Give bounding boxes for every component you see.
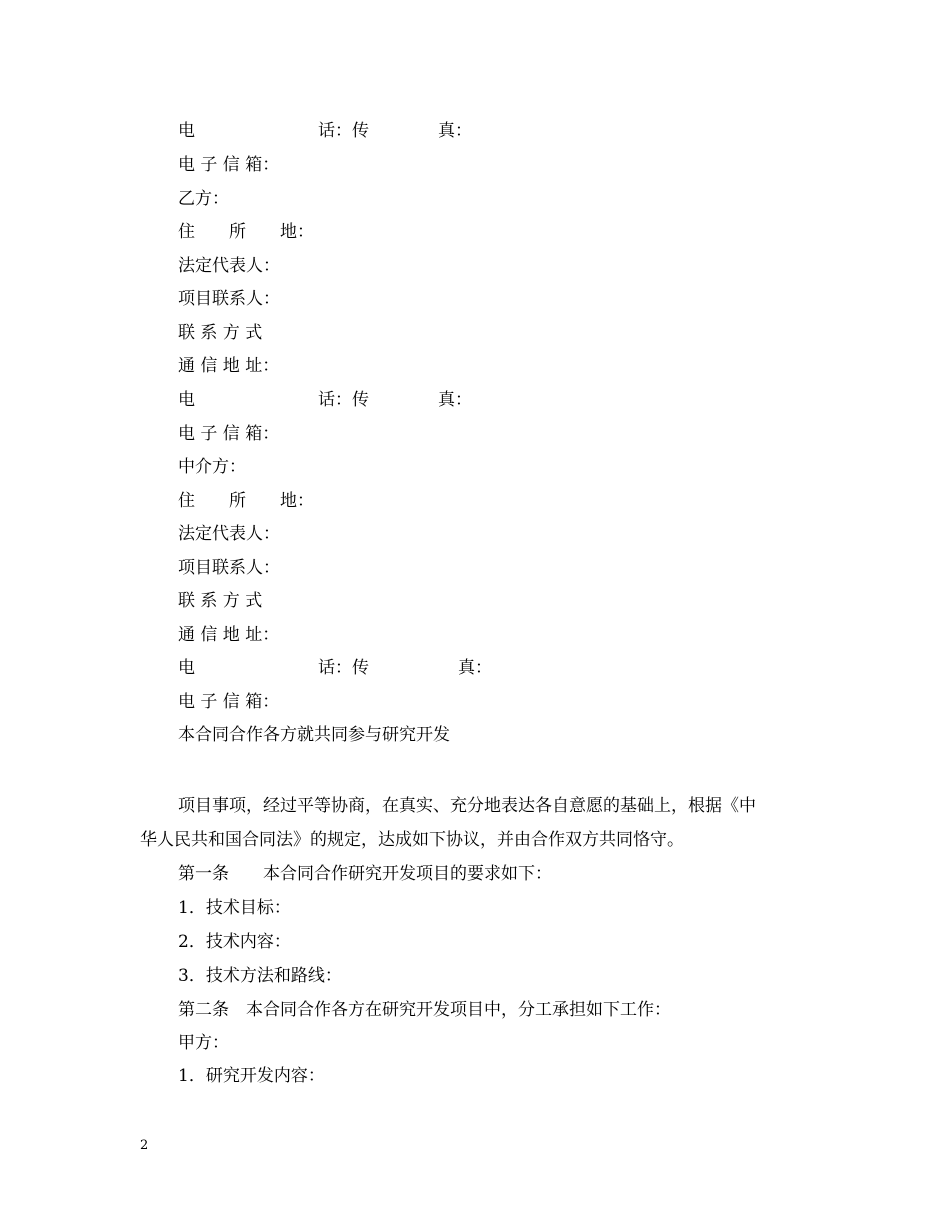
- page-number: 2: [140, 1138, 149, 1153]
- intermediary-title: 中介方：: [178, 457, 246, 477]
- party-b-contact-method: 联 系 方 式: [178, 323, 263, 343]
- fax-label: 真：: [458, 658, 492, 678]
- party-b-mail-address: 通 信 地 址：: [178, 356, 280, 376]
- fax-label: 真：: [438, 390, 472, 410]
- article-2-party-a-item-1: 1．研究开发内容：: [178, 1066, 325, 1086]
- article-1-item-3: 3．技术方法和路线：: [178, 966, 342, 986]
- intermediary-address: 住 所 地：: [178, 491, 314, 511]
- article-1-item-1: 1．技术目标：: [178, 898, 291, 918]
- paragraph-1-line-2: 华人民共和国合同法》的规定，达成如下协议，并由合作双方共同恪守。: [140, 830, 684, 850]
- tel-label-part1: 电: [178, 658, 195, 678]
- intermediary-contact-method: 联 系 方 式: [178, 591, 263, 611]
- intermediary-email: 电 子 信 箱：: [178, 692, 280, 712]
- article-1-heading: 第一条 本合同合作研究开发项目的要求如下：: [178, 864, 552, 884]
- tel-label-part2: 话：传: [318, 658, 369, 678]
- intermediary-mail-address: 通 信 地 址：: [178, 625, 280, 645]
- intermediary-contact-person: 项目联系人：: [178, 558, 280, 578]
- tel-label-part2: 话：传: [318, 390, 369, 410]
- fax-label: 真：: [438, 121, 472, 141]
- intermediary-legal-rep: 法定代表人：: [178, 524, 280, 544]
- intro-text: 本合同合作各方就共同参与研究开发: [178, 725, 450, 745]
- tel-label-part1: 电: [178, 121, 195, 141]
- tel-label-part1: 电: [178, 390, 195, 410]
- tel-label-part2: 话：传: [318, 121, 369, 141]
- article-2-heading: 第二条 本合同合作各方在研究开发项目中，分工承担如下工作：: [178, 1000, 671, 1020]
- article-1-item-2: 2．技术内容：: [178, 932, 291, 952]
- party-a-email: 电 子 信 箱：: [178, 155, 280, 175]
- article-2-party-a: 甲方：: [178, 1033, 229, 1053]
- paragraph-1-line-1: 项目事项，经过平等协商，在真实、充分地表达各自意愿的基础上，根据《中: [178, 796, 756, 816]
- party-b-contact-person: 项目联系人：: [178, 289, 280, 309]
- party-b-title: 乙方：: [178, 189, 229, 209]
- party-b-email: 电 子 信 箱：: [178, 424, 280, 444]
- party-b-legal-rep: 法定代表人：: [178, 256, 280, 276]
- party-b-address: 住 所 地：: [178, 222, 314, 242]
